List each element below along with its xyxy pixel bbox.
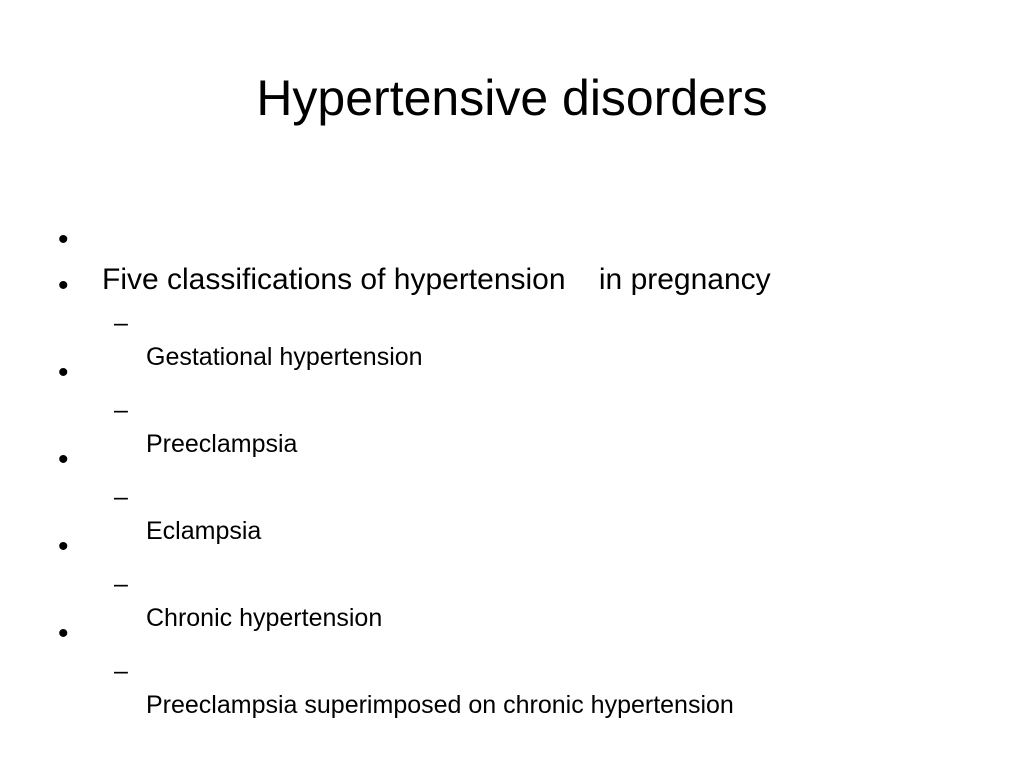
dash-glyph: – (114, 570, 128, 598)
bullet-glyph: • (58, 269, 69, 302)
dash-glyph: – (114, 309, 128, 337)
bullet-glyph: • (58, 356, 69, 389)
dash-glyph: – (114, 657, 128, 685)
bullet-glyph: • (58, 223, 69, 256)
bullet-glyph: • (58, 617, 69, 650)
sub-bullet-item (0, 620, 734, 756)
dash-glyph: – (114, 396, 128, 424)
sub-bullet-text: Gestational hypertension (146, 343, 423, 371)
bullet-glyph: • (58, 443, 69, 476)
bullet-text: Five classifications of hypertension in pregnancy (102, 263, 771, 296)
dash-glyph: – (114, 483, 128, 511)
slide-title: Hypertensive disorders (256, 70, 768, 126)
bullet-glyph: • (58, 530, 69, 563)
sub-bullet-text: Chronic hypertension (146, 604, 383, 632)
sub-bullet-text: Preeclampsia superimposed on chronic hypertension (146, 691, 734, 719)
sub-bullet-text: Eclampsia (146, 517, 262, 545)
sub-bullet-text: Preeclampsia (146, 430, 298, 458)
